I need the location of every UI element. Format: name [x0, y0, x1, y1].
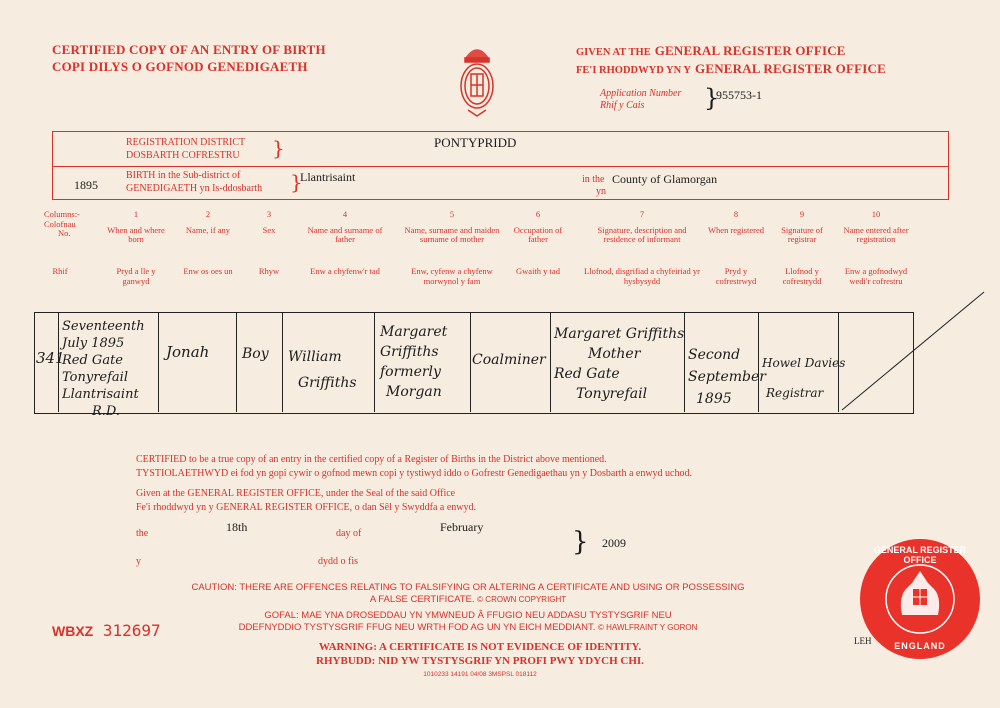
- column-5-cy: Enw, cyfenw a chyfenw morwynol y fam: [411, 266, 493, 286]
- certified-cy: TYSTIOLAETHWYD ei fod yn gopi cywir o gofnod mewn copi y tystiwyd iddo o Gofrestr Genedigaethau yn y Dosbarth a enwyd uchod.: [136, 468, 692, 479]
- serial-number: WBXZ 312697: [52, 621, 161, 640]
- caution-en: CAUTION: THERE ARE OFFENCES RELATING TO FALSIFYING OR ALTERING A CERTIFICATE AND USING OR POSSESSING A FALSE CERTIFICATE. © CROWN COPYRIGHT: [191, 582, 745, 605]
- reg-district-value: PONTYPRIDD: [434, 135, 517, 150]
- column-1-header: 1 When and where born: [107, 209, 165, 244]
- reg-district-label-en: REGISTRATION DISTRICT: [126, 137, 246, 148]
- column-9-header: 9 Signature of registrar: [781, 209, 823, 244]
- footer-code: 1010233 14191 04/08 3MSPSL 018112: [423, 671, 537, 678]
- column-3-cy: Rhyw: [258, 266, 280, 276]
- cert-day: 18th: [226, 520, 248, 534]
- entry-when-where: Seventeenth July 1895 Red Gate Tonyrefail Llantrisaint R.D.: [62, 319, 145, 419]
- given-cy: Fe'i rhoddwyd yn y GENERAL REGISTER OFFICE, o dan Sêl y Swyddfa a enwyd.: [136, 502, 477, 513]
- column-1-cy: Pryd a lle y ganwyd: [116, 266, 156, 286]
- column-10-cy: Enw a gofnodwyd wedi'r cofrestru: [844, 266, 908, 286]
- application-brace: }: [704, 84, 720, 112]
- grid-divider: [550, 312, 551, 412]
- royal-crest-icon: [454, 40, 500, 118]
- cancel-stroke: [838, 290, 988, 412]
- entry-father: William Griffiths: [288, 349, 357, 391]
- grid-divider: [158, 312, 159, 412]
- sub-district-value: Llantrisaint: [300, 170, 356, 184]
- column-no-cy: Rhif: [52, 266, 68, 276]
- entry-no: 341: [36, 349, 65, 367]
- column-8-cy: Pryd y cofrestrwyd: [715, 266, 757, 286]
- warning-en: WARNING: A CERTIFICATE IS NOT EVIDENCE OF IDENTITY.: [318, 641, 642, 653]
- the-en: the: [136, 528, 149, 539]
- column-5-header: 5 Name, surname and maiden surname of mother: [404, 209, 500, 244]
- column-10-header: 10 Name entered after registration: [843, 209, 909, 244]
- given-at-cy: FE'I RHODDWYD YN Y GENERAL REGISTER OFFICE: [576, 61, 886, 76]
- grid-divider: [236, 312, 237, 412]
- columns-label: Columns:- Colofnau No.: [44, 209, 80, 238]
- given-en: Given at the GENERAL REGISTER OFFICE, under the Seal of the said Office: [136, 488, 456, 499]
- entry-registered: Second September 1895: [688, 347, 766, 407]
- application-label-en: Application Number: [600, 88, 682, 99]
- entry-sex: Boy: [242, 346, 269, 362]
- column-8-header: 8 When registered: [708, 209, 764, 235]
- title-cy: COPI DILYS O GOFNOD GENEDIGAETH: [52, 59, 308, 74]
- column-6-header: 6 Occupation of father: [513, 209, 563, 244]
- sub-district-label-cy: GENEDIGAETH yn Is-ddosbarth: [126, 183, 263, 194]
- reg-district-label-cy: DOSBARTH COFRESTRU: [126, 150, 240, 161]
- cert-month: February: [440, 520, 484, 534]
- day-of-en: day of: [336, 528, 362, 539]
- day-of-cy: dydd o fis: [318, 556, 358, 567]
- column-7-header: 7 Signature, description and residence of informant: [597, 209, 687, 244]
- given-at-en: GIVEN AT THE GENERAL REGISTER OFFICE: [576, 43, 846, 58]
- column-7-cy: Llofnod, disgrifiad a chyfeiriad yr hysbysydd: [584, 266, 700, 286]
- cert-year: 2009: [602, 536, 626, 550]
- seal-text: GENERAL REGISTER OFFICE ENGLAND: [873, 545, 967, 651]
- column-4-cy: Enw a chyfenw'r tad: [310, 266, 380, 276]
- entry-occupation: Coalminer: [472, 352, 546, 368]
- application-number: 955753-1: [716, 88, 762, 102]
- county-label-cy: yn: [596, 186, 606, 197]
- entry-name: Jonah: [166, 343, 210, 361]
- grid-divider: [282, 312, 283, 412]
- certified-en: CERTIFIED to be a true copy of an entry in the certified copy of a Register of Births in the District above mentioned.: [136, 454, 607, 465]
- application-label-cy: Rhif y Cais: [600, 100, 645, 111]
- entry-mother: Margaret Griffiths formerly Morgan: [380, 324, 448, 400]
- column-6-cy: Gwaith y tad: [516, 266, 560, 276]
- county-value: County of Glamorgan: [612, 172, 718, 186]
- entry-registrar: Howel Davies Registrar: [762, 356, 846, 400]
- column-2-header: 2 Name, if any: [185, 209, 231, 235]
- county-label-en: in the: [582, 174, 605, 185]
- caution-cy: GOFAL: MAE YNA DROSEDDAU YN YMWNEUD Â FFUGIO NEU ADDASU TYSTYSGRIF NEU DDEFNYDDIO TYSTYSGRIF FFUG NEU WRTH FOD AG UN YN EICH MEDDIANT. © HAWLFRAINT Y GORON: [238, 610, 698, 633]
- initials: LEH: [854, 636, 872, 646]
- the-cy: y: [136, 556, 141, 567]
- column-9-cy: Llofnod y cofrestrydd: [782, 266, 822, 286]
- grid-divider: [470, 312, 471, 412]
- reg-brace: }: [272, 136, 285, 160]
- column-4-header: 4 Name and surname of father: [307, 209, 383, 244]
- title-en: CERTIFIED COPY OF AN ENTRY OF BIRTH: [52, 42, 326, 57]
- grid-divider: [374, 312, 375, 412]
- column-2-cy: Enw os oes un: [183, 266, 233, 276]
- cert-brace: }: [572, 527, 589, 557]
- birth-year: 1895: [74, 178, 98, 192]
- warning-cy: RHYBUDD: NID YW TYSTYSGRIF YN PROFI PWY YDYCH CHI.: [316, 655, 644, 667]
- column-3-header: 3 Sex: [262, 209, 276, 235]
- entry-informant: Margaret Griffiths Mother Red Gate Tonyrefail: [554, 326, 685, 402]
- sub-brace: }: [290, 170, 303, 194]
- sub-district-label-en: BIRTH in the Sub-district of: [126, 170, 241, 181]
